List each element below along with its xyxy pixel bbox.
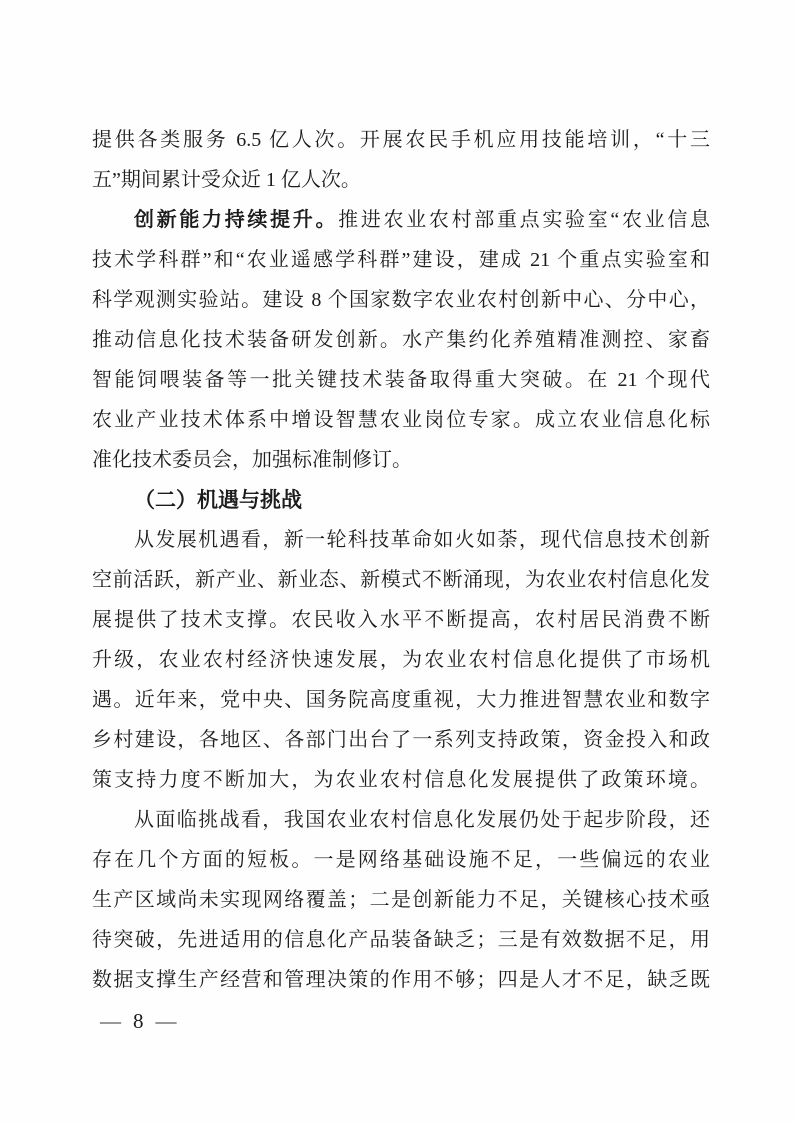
line-text: 空前活跃，新产业、新业态、新模式不断涌现，为农业农村信息化发 [92, 569, 710, 591]
bold-lead-text: 创新能力持续提升。 [134, 209, 339, 231]
text-line [92, 280, 710, 320]
line-text: 推动信息化技术装备研发创新。水产集约化养殖精准测控、家畜 [92, 329, 710, 351]
text-line [92, 320, 710, 360]
line-text: 乡村建设，各地区、各部门出台了一系列支持政策，资金投入和政 [92, 729, 710, 751]
line-text: 升级，农业农村经济快速发展，为农业农村信息化提供了市场机 [92, 649, 710, 671]
line-text: 遇。近年来，党中央、国务院高度重视，大力推进智慧农业和数字 [92, 689, 710, 711]
line-text: 数据支撑生产经营和管理决策的作用不够；四是人才不足，缺乏既 [92, 969, 710, 991]
text-line [92, 840, 710, 880]
document-body [92, 120, 710, 1000]
line-text: 策支持力度不断加大，为农业农村信息化发展提供了政策环境。 [92, 769, 710, 791]
line-text: 展提供了技术支撑。农民收入水平不断提高，农村居民消费不断 [92, 609, 710, 631]
page-number: 8 [133, 1009, 144, 1033]
text-line [92, 520, 710, 560]
text-line [92, 640, 710, 680]
section-heading [92, 480, 710, 520]
text-line [92, 920, 710, 960]
text-line [92, 960, 710, 1000]
text-line [92, 440, 710, 480]
text-line [92, 200, 710, 240]
text-line [92, 360, 710, 400]
line-text: 农业产业技术体系中增设智慧农业岗位专家。成立农业信息化标 [92, 409, 710, 431]
text-line [92, 600, 710, 640]
text-line [92, 160, 710, 200]
line-text: 推进农业农村部重点实验室“农业信息 [338, 209, 710, 231]
line-text: 提供各类服务 6.5 亿人次。开展农民手机应用技能培训，“十三 [92, 129, 710, 151]
line-text: （二）机遇与挑战 [134, 488, 302, 512]
text-line [92, 880, 710, 920]
line-text: 准化技术委员会，加强标准制修订。 [92, 449, 412, 471]
line-text: 从面临挑战看，我国农业农村信息化发展仍处于起步阶段，还 [134, 809, 710, 831]
text-line [92, 800, 710, 840]
text-line [92, 120, 710, 160]
page-footer [100, 1005, 177, 1037]
line-text: 存在几个方面的短板。一是网络基础设施不足，一些偏远的农业 [92, 849, 710, 871]
text-line [92, 400, 710, 440]
text-line [92, 560, 710, 600]
line-text: 智能饲喂装备等一批关键技术装备取得重大突破。在 21 个现代 [92, 369, 710, 391]
line-text: 生产区域尚未实现网络覆盖；二是创新能力不足，关键核心技术亟 [92, 889, 710, 911]
text-line [92, 240, 710, 280]
line-text: 技术学科群”和“农业遥感学科群”建设，建成 21 个重点实验室和 [92, 249, 710, 271]
text-line [92, 760, 710, 800]
footer-dash-left: — [100, 1009, 121, 1033]
line-text: 科学观测实验站。建设 8 个国家数字农业农村创新中心、分中心， [92, 289, 710, 311]
line-text: 待突破，先进适用的信息化产品装备缺乏；三是有效数据不足，用 [92, 929, 710, 951]
text-line [92, 720, 710, 760]
text-line [92, 680, 710, 720]
footer-dash-right: — [155, 1009, 177, 1033]
line-text: 五”期间累计受众近 1 亿人次。 [92, 169, 361, 191]
line-text: 从发展机遇看，新一轮科技革命如火如荼，现代信息技术创新 [134, 529, 710, 551]
